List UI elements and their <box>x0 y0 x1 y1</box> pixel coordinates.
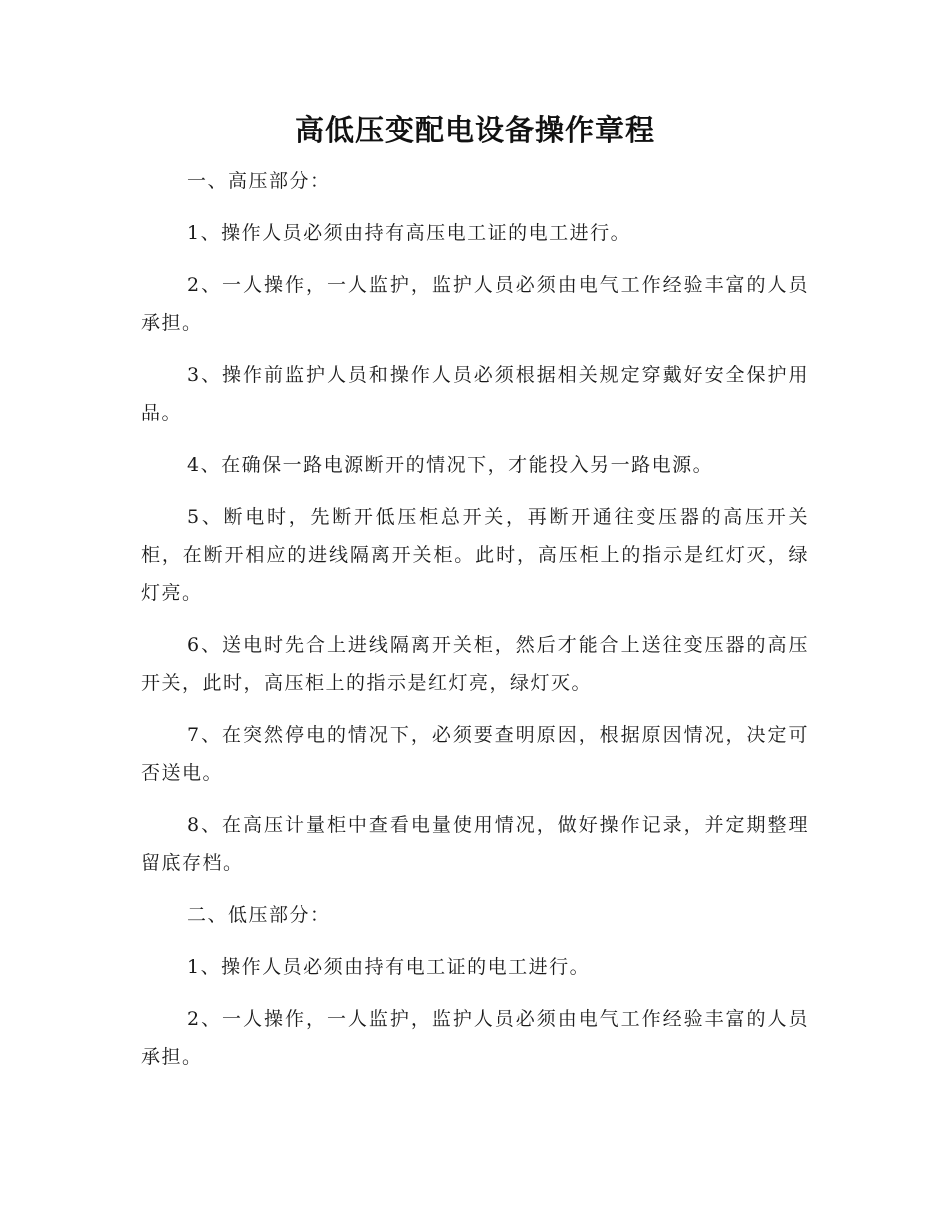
paragraph: 6、送电时先合上进线隔离开关柜，然后才能合上送往变压器的高压开关，此时，高压柜上的指示是红灯亮，绿灯灭。 <box>141 634 809 694</box>
paragraph: 7、在突然停电的情况下，必须要查明原因，根据原因情况，决定可否送电。 <box>141 724 809 784</box>
paragraph: 2、一人操作，一人监护，监护人员必须由电气工作经验丰富的人员承担。 <box>141 274 809 334</box>
paragraph: 1、操作人员必须由持有电工证的电工进行。 <box>187 956 591 978</box>
section-heading-high-voltage: 一、高压部分： <box>187 170 331 192</box>
document-title: 高低压变配电设备操作章程 <box>294 113 655 147</box>
paragraph: 2、一人操作，一人监护，监护人员必须由电气工作经验丰富的人员承担。 <box>141 1008 809 1068</box>
section-heading-low-voltage: 二、低压部分： <box>187 904 331 926</box>
paragraph: 8、在高压计量柜中查看电量使用情况，做好操作记录，并定期整理留底存档。 <box>141 814 809 874</box>
document-body <box>141 162 809 1090</box>
paragraph: 4、在确保一路电源断开的情况下，才能投入另一路电源。 <box>187 454 714 476</box>
paragraph: 1、操作人员必须由持有高压电工证的电工进行。 <box>187 222 632 244</box>
paragraph: 3、操作前监护人员和操作人员必须根据相关规定穿戴好安全保护用品。 <box>141 364 809 424</box>
paragraph: 5、断电时，先断开低压柜总开关，再断开通往变压器的高压开关柜，在断开相应的进线隔离开关柜。此时，高压柜上的指示是红灯灭，绿灯亮。 <box>141 506 809 604</box>
